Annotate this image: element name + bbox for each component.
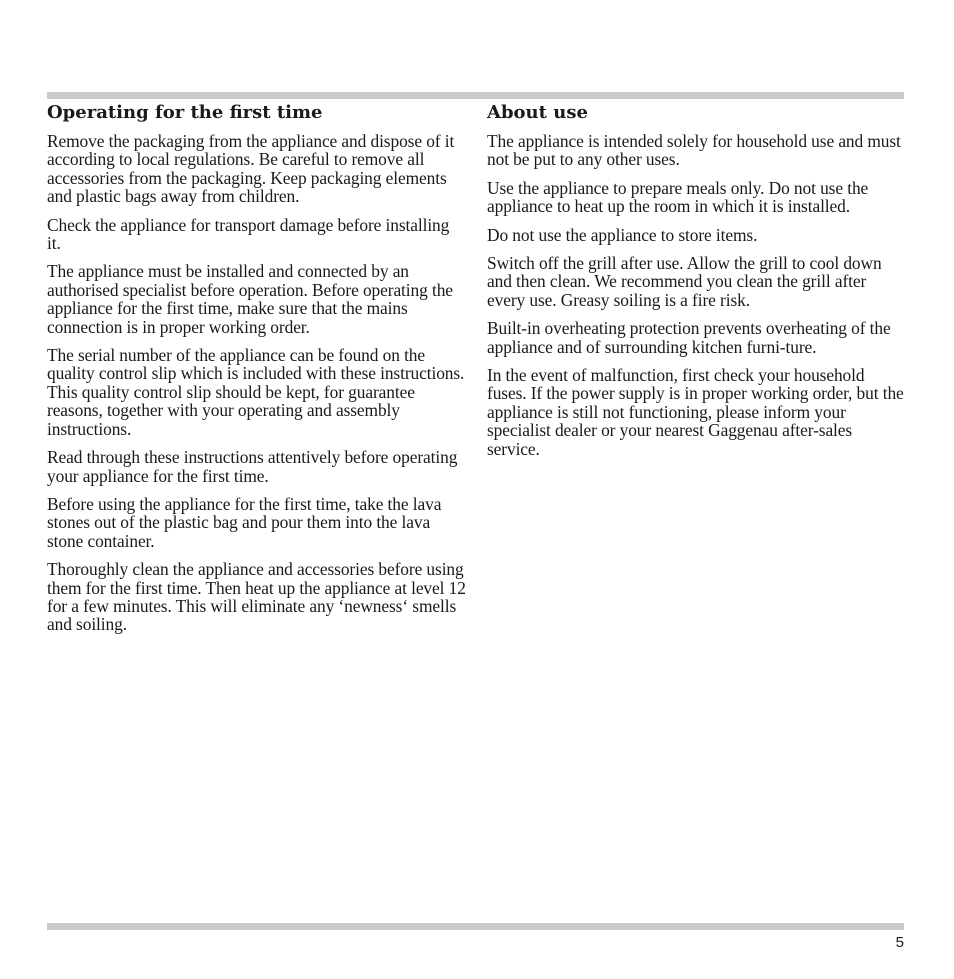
right-column — [487, 102, 907, 468]
page-number: 5 — [895, 934, 904, 951]
left-column — [47, 102, 467, 644]
paragraph: Check the appliance for transport damage before installing it. — [47, 214, 450, 254]
paragraph: The appliance is intended solely for household use and must not be put to any other uses. — [487, 131, 901, 170]
paragraph: Remove the packaging from the appliance and dispose of it according to local regulations. Be careful to remove all accessories from the packaging. Keep packaging elements and plastic bags away from children. — [47, 131, 455, 207]
top-divider — [47, 92, 904, 99]
paragraph: Switch off the grill after use. Allow the grill to cool down and then clean. We recommend you clean the grill after every use. Greasy soiling is a fire risk. — [487, 253, 882, 310]
bottom-divider — [47, 923, 904, 930]
paragraph: In the event of malfunction, first check your household fuses. If the power supply is in proper working order, but the appliance is still not functioning, please inform your specialist dealer or your nearest Gaggenau after-sales service. — [487, 365, 904, 459]
paragraph: Use the appliance to prepare meals only. Do not use the appliance to heat up the room in which it is installed. — [487, 177, 869, 217]
paragraph: Thoroughly clean the appliance and accessories before using them for the first time. Then heat up the appliance at level 12 for a few minutes. This will eliminate any ‘newness‘ smells and soiling. — [47, 559, 466, 635]
paragraph: The serial number of the appliance can be found on the quality control slip which is included with these instructions. This quality control slip should be kept, for guarantee reasons, together with your operating and assembly instructions. — [47, 345, 465, 439]
section-heading-operating: Operating for the first time — [47, 102, 323, 123]
paragraph: Built-in overheating protection prevents overheating of the appliance and of surrounding kitchen furni-ture. — [487, 318, 891, 357]
paragraph: Do not use the appliance to store items. — [487, 224, 758, 245]
paragraph: The appliance must be installed and connected by an authorised specialist before operation. Before operating the appliance for the first time, make sure that the mains connection is in proper working order. — [47, 261, 453, 337]
paragraph: Before using the appliance for the first time, take the lava stones out of the plastic bag and pour them into the lava stone container. — [47, 493, 442, 551]
paragraph: Read through these instructions attentively before operating your appliance for the first time. — [47, 447, 458, 486]
section-heading-about-use: About use — [487, 102, 588, 123]
